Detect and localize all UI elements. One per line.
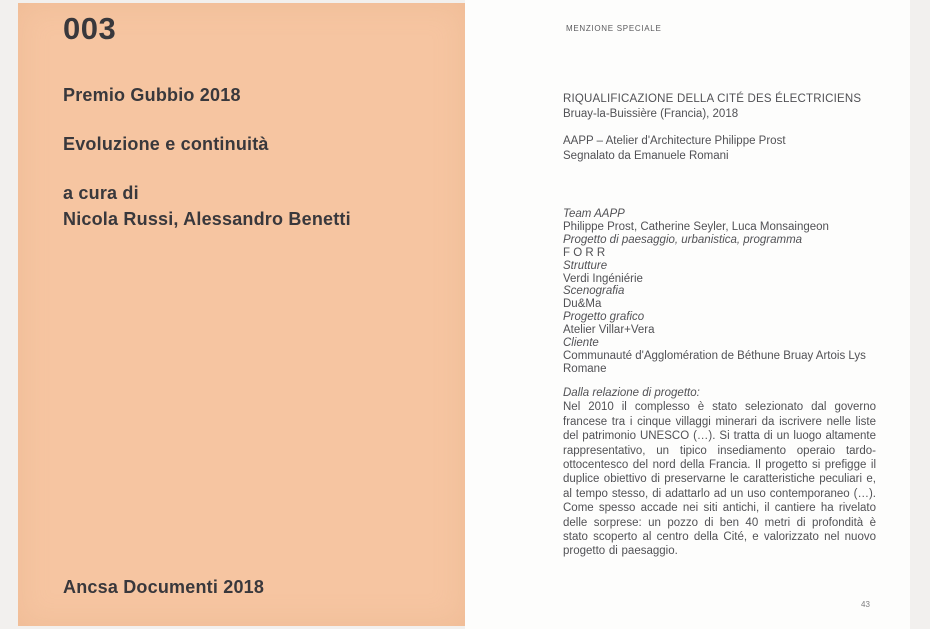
article-title: RIQUALIFICAZIONE DELLA CITÉ DES ÉLECTRICIENS xyxy=(563,93,862,105)
publisher-line: Ancsa Documenti 2018 xyxy=(63,577,265,597)
credit-role: Strutture xyxy=(563,259,608,272)
credit-item xyxy=(563,311,910,337)
credit-value: Verdi Ingéniérie xyxy=(563,272,643,285)
credit-role: Progetto di paesaggio, urbanistica, programma xyxy=(563,233,803,246)
edited-by-label: a cura di xyxy=(63,183,139,203)
article-title-block xyxy=(563,92,861,121)
nominated-by: Segnalato da Emanuele Romani xyxy=(563,149,729,162)
firm-name: AAPP – Atelier d'Architecture Philippe Prost xyxy=(563,135,786,147)
credit-role: Cliente xyxy=(563,337,599,350)
page-number: 43 xyxy=(861,600,870,609)
project-report xyxy=(563,386,876,559)
credit-item xyxy=(563,208,910,234)
section-label: MENZIONE SPECIALE xyxy=(566,24,662,33)
series-title: Premio Gubbio 2018 xyxy=(63,85,241,105)
credit-value: Du&Ma xyxy=(563,298,602,311)
firm-block xyxy=(563,134,786,163)
credits-list xyxy=(563,208,910,376)
credit-role: Scenografia xyxy=(563,285,625,298)
credit-item xyxy=(563,337,910,376)
credit-item xyxy=(563,285,910,311)
credit-value: Atelier Villar+Vera xyxy=(563,324,655,337)
credit-item xyxy=(563,260,910,286)
report-label: Dalla relazione di progetto: xyxy=(563,387,700,399)
article-page xyxy=(465,0,910,629)
editors-names: Nicola Russi, Alessandro Benetti xyxy=(63,209,351,229)
credit-role: Progetto grafico xyxy=(563,311,645,324)
credit-value: Philippe Prost, Catherine Seyler, Luca Monsaingeon xyxy=(563,220,829,233)
issue-number: 003 xyxy=(63,11,117,46)
article-location-year: Bruay-la-Buissière (Francia), 2018 xyxy=(563,107,739,120)
cover-subtitle: Evoluzione e continuità xyxy=(63,134,269,154)
credit-value: F O R R xyxy=(563,246,606,259)
credit-item xyxy=(563,234,910,260)
credit-value: Communauté d'Agglomération de Béthune Bruay Artois Lys Romane xyxy=(563,349,866,375)
report-text: Nel 2010 il complesso è stato selezionato dal governo francese tra i cinque villaggi minerari da iscrivere nelle liste del patrimonio UNESCO (…). Si tratta di un luogo altamente rappresentativo, un tipico insediamento operaio tardo-ottocentesco del nord della Francia. Il progetto si prefigge il duplice obiettivo di preservarne le caratteristiche peculiari e, al tempo stesso, di adattarlo ad un uso contemporaneo (…). Come spesso accade nei siti antichi, il cantiere ha rivelato delle sorprese: un pozzo di ben 40 metri di profondità è stato scoperto al centro della Cité, e valorizzato nel nuovo progetto di paesaggio. xyxy=(563,401,876,558)
credit-role: Team AAPP xyxy=(563,208,625,220)
cover-page xyxy=(18,3,465,626)
